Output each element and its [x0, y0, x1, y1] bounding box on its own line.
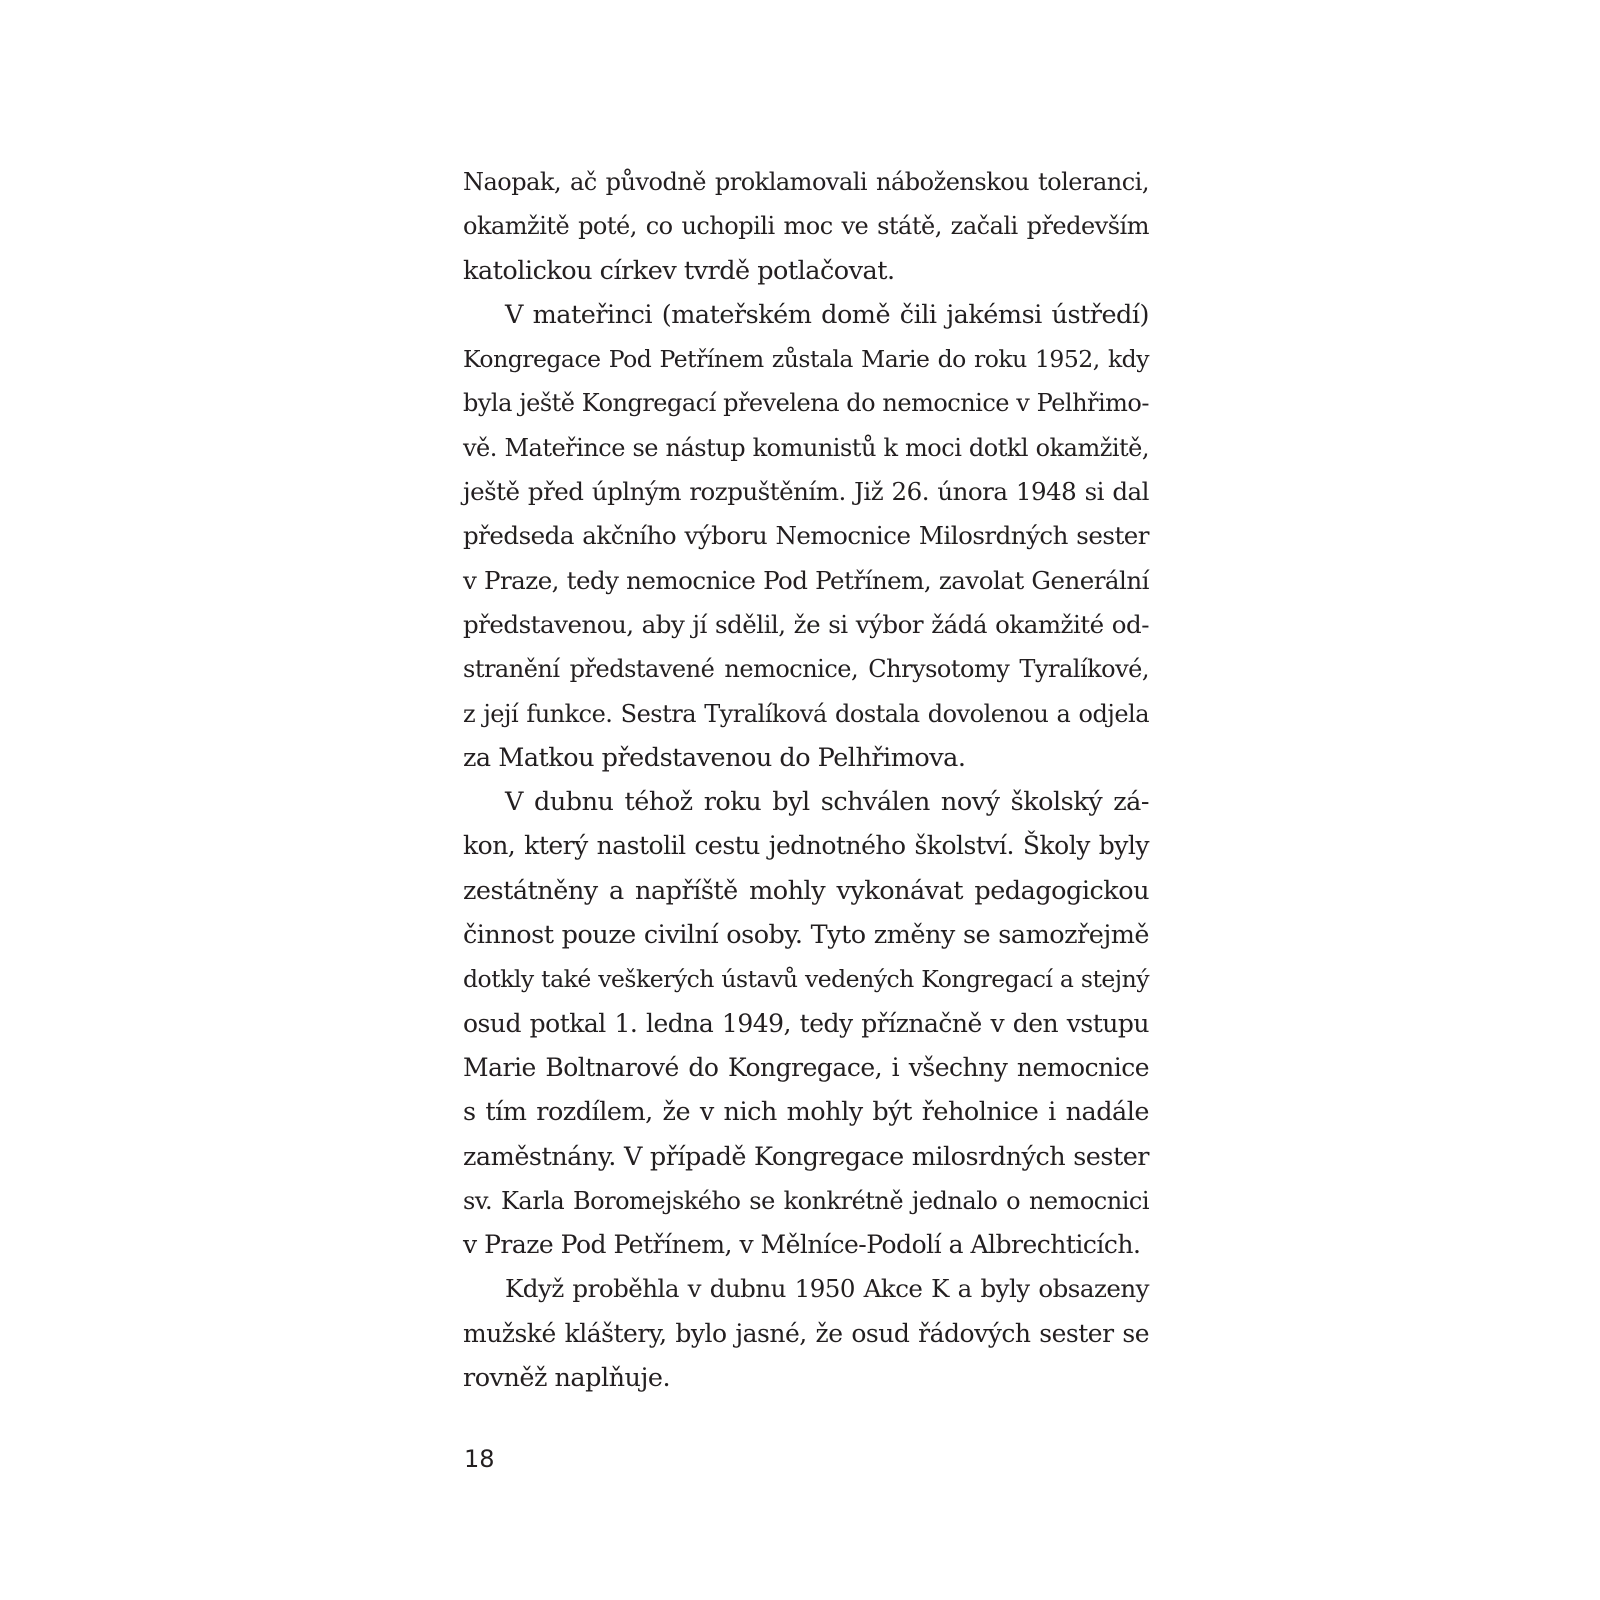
paragraph — [463, 780, 1149, 1267]
body-text — [463, 160, 1149, 1400]
text-line: za Matkou představenou do Pelhřimova. — [463, 742, 966, 773]
paragraph — [463, 293, 1149, 780]
paragraph — [463, 1267, 1149, 1400]
text-line: v Praze, tedy nemocnice Pod Petřínem, zavolat Generální — [463, 565, 1149, 595]
text-line: osud potkal 1. ledna 1949, tedy příznačně v den vstupu — [463, 1008, 1149, 1038]
text-line: Když proběhla v dubnu 1950 Akce K a byly obsazeny — [505, 1274, 1149, 1304]
text-line: V dubnu téhož roku byl schválen nový školský zá- — [505, 787, 1149, 818]
text-line: V mateřinci (mateřském domě čili jakémsi ústředí) — [505, 299, 1149, 330]
text-line: předseda akčního výboru Nemocnice Milosrdných sester — [463, 521, 1149, 551]
text-line: stranění představené nemocnice, Chrysotomy Tyralíkové, — [463, 655, 1149, 684]
text-line: zaměstnány. V případě Kongregace milosrdných sester — [463, 1141, 1149, 1172]
text-line: dotkly také veškerých ústavů vedených Kongregací a stejný — [463, 965, 1149, 994]
text-line: Kongregace Pod Petřínem zůstala Marie do roku 1952, kdy — [463, 345, 1149, 374]
text-line: mužské kláštery, bylo jasné, že osud řádových sester se — [463, 1318, 1149, 1348]
paragraph — [463, 160, 1149, 293]
text-line: v Praze Pod Petřínem, v Mělníce-Podolí a Albrechticích. — [463, 1230, 1141, 1260]
text-line: Naopak, ač původně proklamovali náboženskou toleranci, — [463, 168, 1149, 196]
text-line: kon, který nastolil cestu jednotného školství. Školy byly — [463, 831, 1149, 861]
text-line: okamžitě poté, co uchopili moc ve státě, začali především — [463, 212, 1149, 241]
text-line: Marie Boltnarové do Kongregace, i všechny nemocnice — [463, 1052, 1149, 1082]
text-line: rovněž naplňuje. — [463, 1363, 671, 1394]
text-line: zestátněny a napříště mohly vykonávat pedagogickou — [463, 875, 1149, 906]
text-line: katolickou církev tvrdě potlačovat. — [463, 255, 895, 286]
page-number: 18 — [464, 1445, 495, 1473]
text-line: z její funkce. Sestra Tyralíková dostala dovolenou a odjela — [463, 699, 1149, 728]
text-line: vě. Mateřince se nástup komunistů k moci dotkl okamžitě, — [463, 433, 1149, 462]
text-line: sv. Karla Boromejského se konkrétně jednalo o nemocnici — [463, 1186, 1149, 1215]
text-line: byla ještě Kongregací převelena do nemocnice v Pelhřimo- — [463, 389, 1149, 418]
text-line: představenou, aby jí sdělil, že si výbor žádá okamžité od- — [463, 609, 1149, 639]
text-line: ještě před úplným rozpuštěním. Již 26. února 1948 si dal — [463, 477, 1149, 507]
text-line: činnost pouze civilní osoby. Tyto změny se samozřejmě — [463, 920, 1149, 951]
text-line: s tím rozdílem, že v nich mohly být řeholnice i nadále — [463, 1097, 1149, 1128]
